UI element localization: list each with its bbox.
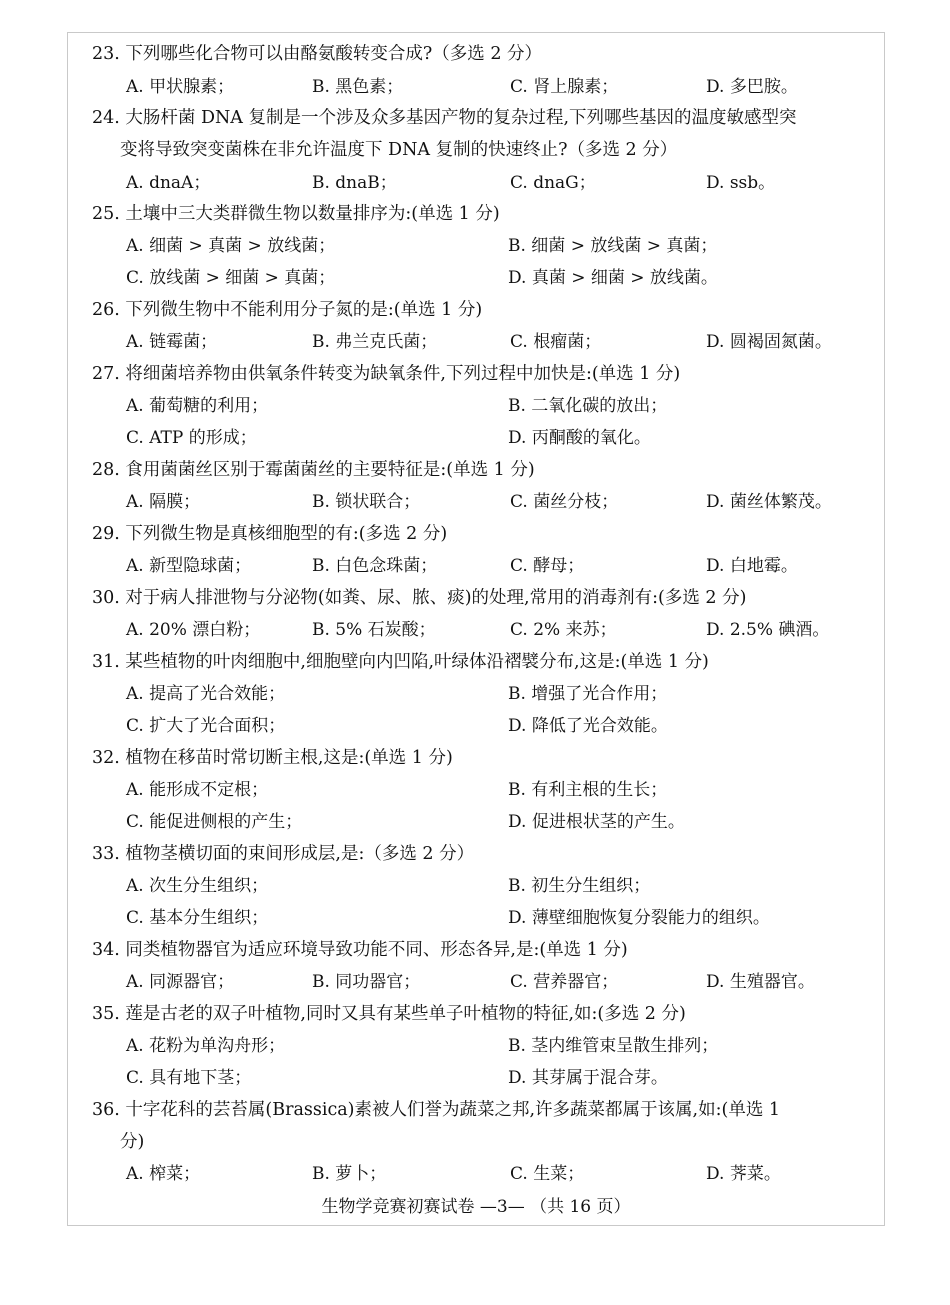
option-d: D. 白地霉。 <box>706 556 798 576</box>
option-d: D. 降低了光合效能。 <box>508 716 668 736</box>
option-b: B. 同功器官； <box>312 972 421 992</box>
question-stem: 32. 植物在移苗时常切断主根,这是:(单选 1 分) <box>92 748 453 768</box>
option-d: D. 荠菜。 <box>706 1164 781 1184</box>
question-stem-continued: 变将导致突变菌株在非允许温度下 DNA 复制的快速终止?（多选 2 分） <box>120 140 678 160</box>
question-stem: 30. 对于病人排泄物与分泌物(如粪、尿、脓、痰)的处理,常用的消毒剂有:(多选 2 分) <box>92 588 747 608</box>
option-d: D. 真菌 > 细菌 > 放线菌。 <box>508 268 718 288</box>
option-d: D. 促进根状茎的产生。 <box>508 812 685 832</box>
option-c: C. 放线菌 > 细菌 > 真菌； <box>126 268 336 288</box>
option-b: B. 初生分生组织； <box>508 876 651 896</box>
option-b: B. 白色念珠菌； <box>312 556 438 576</box>
option-d: D. ssb。 <box>706 173 776 193</box>
option-a: A. 隔膜； <box>126 492 201 512</box>
option-c: C. dnaG； <box>510 173 596 193</box>
question-stem: 36. 十字花科的芸苔属(Brassica)素被人们誉为蔬菜之邦,许多蔬菜都属于该属,如:(单选 1 <box>92 1100 781 1120</box>
option-b: B. 二氧化碳的放出； <box>508 396 668 416</box>
option-d: D. 菌丝体繁茂。 <box>706 492 832 512</box>
option-a: A. 葡萄糖的利用； <box>126 396 269 416</box>
option-d: D. 2.5% 碘酒。 <box>706 620 830 640</box>
question-stem: 27. 将细菌培养物由供氧条件转变为缺氧条件,下列过程中加快是:(单选 1 分) <box>92 364 681 384</box>
option-b: B. 锁状联合； <box>312 492 421 512</box>
option-d: D. 生殖器官。 <box>706 972 815 992</box>
exam-page <box>67 32 885 1226</box>
option-a: A. dnaA； <box>126 173 211 193</box>
question-stem: 34. 同类植物器官为适应环境导致功能不同、形态各异,是:(单选 1 分) <box>92 940 628 960</box>
option-b: B. 增强了光合作用； <box>508 684 668 704</box>
page-footer: 生物学竞赛初赛试卷 —3— （共 16 页） <box>321 1197 631 1217</box>
question-stem: 31. 某些植物的叶肉细胞中,细胞壁向内凹陷,叶绿体沿褶襞分布,这是:(单选 1 分) <box>92 652 709 672</box>
option-a: A. 20% 漂白粉； <box>126 620 261 640</box>
option-c: C. 2% 来苏； <box>510 620 617 640</box>
option-a: A. 同源器官； <box>126 972 235 992</box>
option-c: C. 肾上腺素； <box>510 77 619 97</box>
question-stem-continued: 分) <box>120 1132 145 1152</box>
option-c: C. 菌丝分枝； <box>510 492 619 512</box>
option-b: B. 有利主根的生长； <box>508 780 668 800</box>
option-d: D. 薄壁细胞恢复分裂能力的组织。 <box>508 908 770 928</box>
option-d: D. 其芽属于混合芽。 <box>508 1068 668 1088</box>
option-c: C. 具有地下茎； <box>126 1068 252 1088</box>
option-a: A. 甲状腺素； <box>126 77 235 97</box>
option-d: D. 圆褐固氮菌。 <box>706 332 832 352</box>
option-a: A. 次生分生组织； <box>126 876 269 896</box>
option-d: D. 多巴胺。 <box>706 77 798 97</box>
question-stem: 29. 下列微生物是真核细胞型的有:(多选 2 分) <box>92 524 448 544</box>
option-b: B. 细菌 > 放线菌 > 真菌； <box>508 236 718 256</box>
question-stem: 28. 食用菌菌丝区别于霉菌菌丝的主要特征是:(单选 1 分) <box>92 460 535 480</box>
option-c: C. 基本分生组织； <box>126 908 269 928</box>
option-a: A. 榨菜； <box>126 1164 201 1184</box>
option-a: A. 提高了光合效能； <box>126 684 286 704</box>
option-c: C. 酵母； <box>510 556 585 576</box>
option-c: C. 生菜； <box>510 1164 585 1184</box>
question-stem: 24. 大肠杆菌 DNA 复制是一个涉及众多基因产物的复杂过程,下列哪些基因的温度敏感型突 <box>92 108 797 128</box>
option-d: D. 丙酮酸的氧化。 <box>508 428 651 448</box>
option-c: C. 扩大了光合面积； <box>126 716 286 736</box>
option-c: C. 能促进侧根的产生； <box>126 812 303 832</box>
question-stem: 25. 土壤中三大类群微生物以数量排序为:(单选 1 分) <box>92 204 500 224</box>
option-a: A. 花粉为单沟舟形； <box>126 1036 286 1056</box>
option-a: A. 细菌 > 真菌 > 放线菌； <box>126 236 336 256</box>
option-a: A. 能形成不定根； <box>126 780 269 800</box>
question-stem: 33. 植物茎横切面的束间形成层,是:（多选 2 分） <box>92 844 475 864</box>
option-b: B. 萝卜； <box>312 1164 387 1184</box>
option-a: A. 新型隐球菌； <box>126 556 252 576</box>
option-c: C. 根瘤菌； <box>510 332 602 352</box>
option-b: B. 5% 石炭酸； <box>312 620 436 640</box>
option-c: C. ATP 的形成； <box>126 428 257 448</box>
question-stem: 26. 下列微生物中不能利用分子氮的是:(单选 1 分) <box>92 300 483 320</box>
option-b: B. 弗兰克氏菌； <box>312 332 438 352</box>
option-b: B. 黑色素； <box>312 77 404 97</box>
option-a: A. 链霉菌； <box>126 332 218 352</box>
option-c: C. 营养器官； <box>510 972 619 992</box>
question-stem: 35. 莲是古老的双子叶植物,同时又具有某些单子叶植物的特征,如:(多选 2 分) <box>92 1004 686 1024</box>
option-b: B. dnaB； <box>312 173 397 193</box>
option-b: B. 茎内维管束呈散生排列； <box>508 1036 719 1056</box>
question-stem: 23. 下列哪些化合物可以由酪氨酸转变合成?（多选 2 分） <box>92 44 543 64</box>
